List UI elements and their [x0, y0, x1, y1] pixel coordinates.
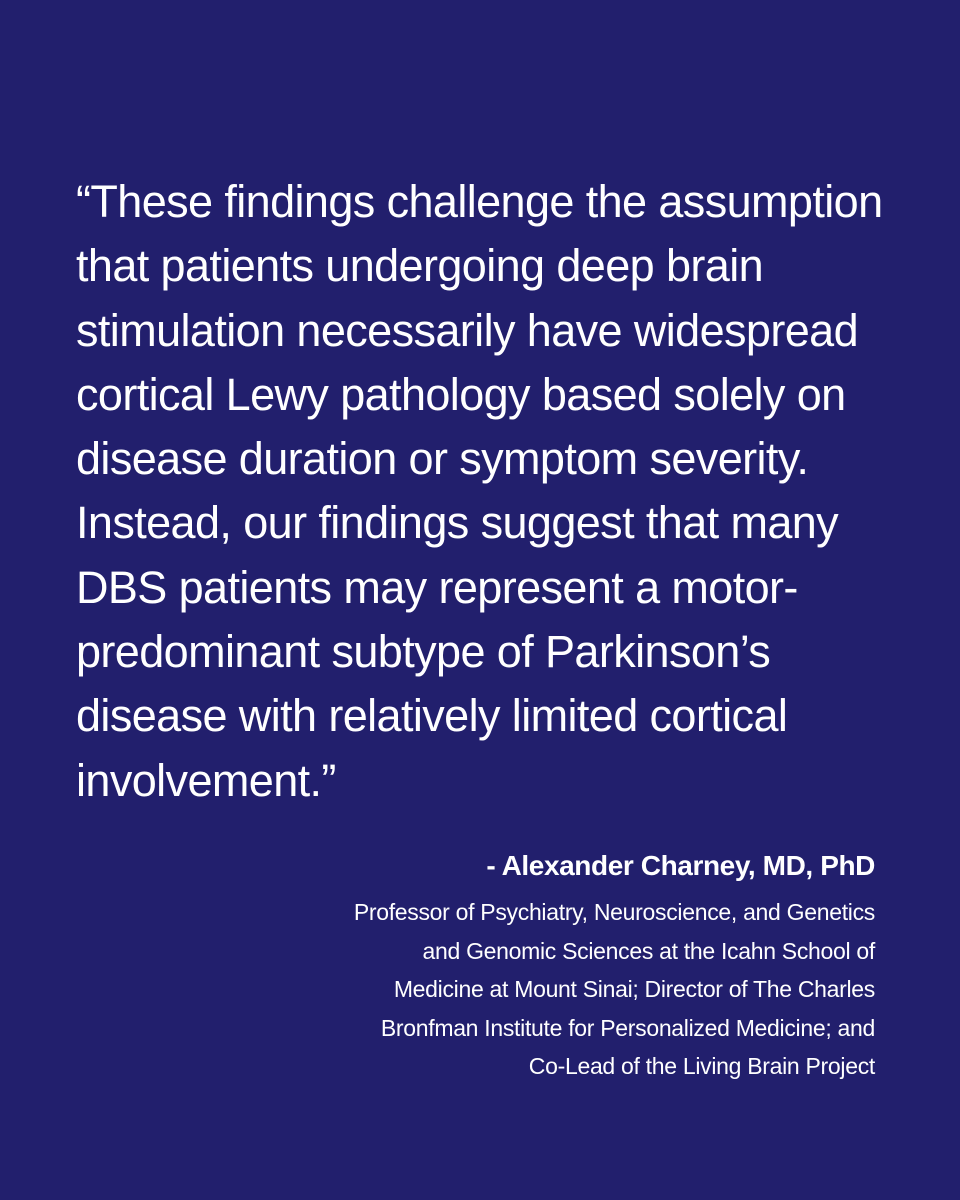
- quote-attribution: [354, 844, 875, 1086]
- speaker-title-line: Professor of Psychiatry, Neuroscience, and Genetics: [353, 899, 875, 925]
- quote-line: predominant subtype of Parkinson’s: [76, 626, 771, 678]
- speaker-title-line: Bronfman Institute for Personalized Medicine; and: [380, 1014, 875, 1041]
- speaker-name: - Alexander Charney, MD, PhD: [486, 850, 875, 881]
- speaker-title-line: Co-Lead of the Living Brain Project: [528, 1053, 875, 1079]
- quote-line: cortical Lewy pathology based solely on: [76, 368, 846, 420]
- quote-line: “These findings challenge the assumption: [76, 176, 883, 227]
- speaker-title-line: Medicine at Mount Sinai; Director of The Charles: [393, 976, 875, 1002]
- quote-text: [76, 170, 906, 813]
- speaker-title-line: and Genomic Sciences at the Icahn School of: [422, 937, 875, 964]
- quote-line: involvement.”: [76, 754, 336, 806]
- quote-line: that patients undergoing deep brain: [76, 240, 764, 292]
- quote-line: Instead, our findings suggest that many: [76, 497, 839, 549]
- quote-line: disease with relatively limited cortical: [76, 690, 788, 742]
- quote-line: stimulation necessarily have widespread: [76, 304, 859, 356]
- quote-line: disease duration or symptom severity.: [76, 433, 809, 485]
- quote-line: DBS patients may represent a motor-: [76, 561, 798, 613]
